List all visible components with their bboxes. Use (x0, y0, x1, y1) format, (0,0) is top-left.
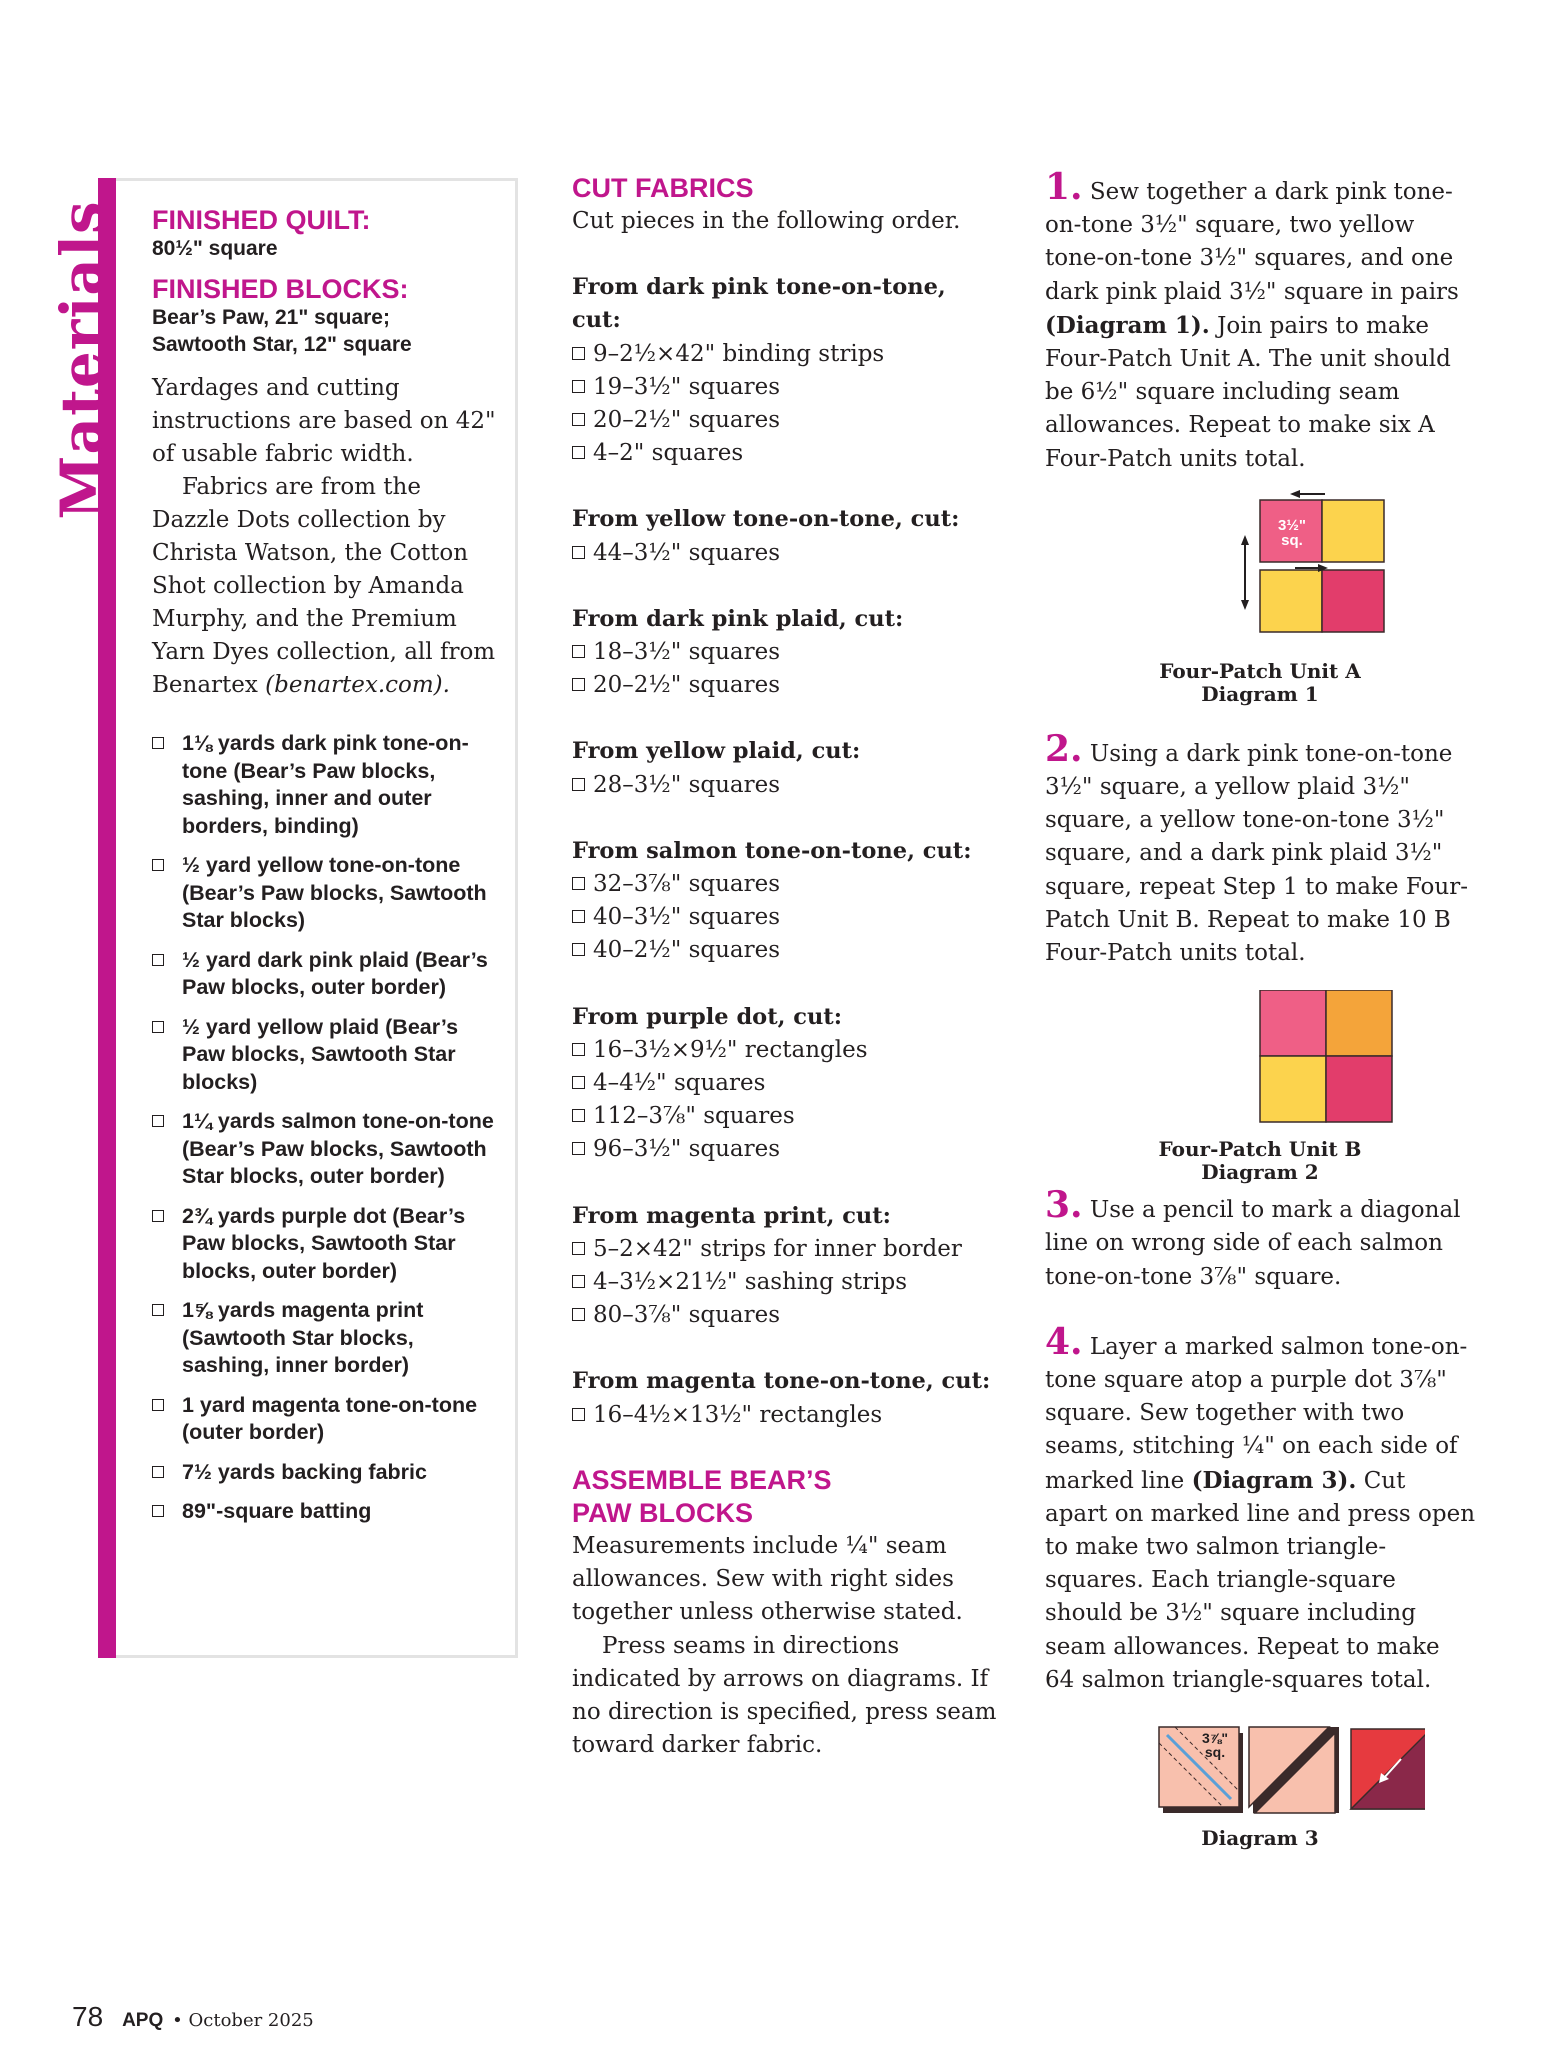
diagram-1-caption: Four-Patch Unit A Diagram 1 (1159, 658, 1361, 706)
fabric-source-note (152, 471, 497, 702)
checkbox-icon (572, 380, 585, 393)
material-item: ½ yard dark pink plaid (Bear’s Paw blocks, outer border) (152, 947, 497, 1002)
step-2: 2. Using a dark pink tone-on-tone 3½" square, a yellow plaid 3½" square, a yellow tone-on-tone 3½" square, and a dark pink plaid 3½" square, repeat Step 1 to make Four-Patch Unit B. Repeat to make 10 B Four-Patch units total. (1045, 727, 1468, 967)
checkbox-icon (572, 1275, 585, 1288)
fabric-source-text: Fabrics are from the Dazzle Dots collection by Christa Watson, the Cotton Shot collection by Amanda Murphy, and the Premium Yarn Dyes collection, all from Benartex (152, 474, 496, 698)
four-patch-a-graphic (1110, 490, 1410, 670)
material-item: ½ yard yellow tone-on-tone (Bear’s Paw blocks, Sawtooth Star blocks) (152, 852, 497, 935)
page-footer (72, 2000, 314, 2033)
material-item: 1⅝ yards magenta print (Sawtooth Star blocks, sashing, inner border) (152, 1297, 497, 1380)
cut-item: 18–3½" squares (572, 636, 1002, 669)
patch-yellow-plaid (1326, 990, 1392, 1056)
materials-list (152, 730, 497, 1526)
cut-group-heading: From magenta tone-on-tone, cut: (572, 1368, 991, 1395)
step-4: 4. Layer a marked salmon tone-on-tone square atop a purple dot 3⅞" square. Sew together with two seams, stitching ¼" on each side of marked line (Diagram 3). Cut apart on marked line and press open to make two salmon triangle-squares. Each triangle-square should be 3½" square including seam allowances. Repeat to make 64 salmon triangle-squares total. (1045, 1320, 1476, 1693)
checkbox-icon (572, 943, 585, 956)
cut-group (572, 735, 1002, 801)
assemble-heading: ASSEMBLE BEAR’S PAW BLOCKS (572, 1464, 832, 1528)
page-number: 78 (72, 2001, 104, 2032)
checkbox-icon (152, 859, 164, 871)
cut-group (572, 603, 1002, 703)
cut-group-heading: From yellow plaid, cut: (572, 738, 861, 765)
cut-group (572, 1365, 1002, 1431)
checkbox-icon (572, 446, 585, 459)
patch-yellow (1322, 500, 1384, 562)
arrow-head-icon (1290, 490, 1300, 498)
checkbox-icon (572, 546, 585, 559)
cut-item: 44–3½" squares (572, 537, 1002, 570)
arrow-head-icon (1241, 535, 1249, 545)
checkbox-icon (572, 1076, 585, 1089)
finished-quilt-label: FINISHED QUILT: (152, 205, 371, 235)
step-3: 3. Use a pencil to mark a diagonal line on wrong side of each salmon tone-on-tone 3⅞" square. (1045, 1184, 1461, 1290)
materials-title: Materials (48, 200, 116, 520)
cut-item: 28–3½" squares (572, 769, 1002, 802)
step-1-number: 1. (1045, 166, 1083, 208)
checkbox-icon (572, 778, 585, 791)
checkbox-icon (152, 737, 164, 749)
diagram-1-size-label: 3½" sq. (1278, 516, 1306, 549)
checkbox-icon (572, 1109, 585, 1122)
diagram-3 (1095, 1719, 1425, 1859)
cut-group-heading: From dark pink tone-on-tone, cut: (572, 274, 946, 334)
four-patch-b-graphic (1110, 990, 1410, 1130)
checkbox-icon (152, 1210, 164, 1222)
finished-quilt-value: 80½" square (152, 237, 278, 260)
cut-group-heading: From salmon tone-on-tone, cut: (572, 837, 972, 864)
patch-yellow (1260, 1056, 1326, 1122)
material-item: 89"-square batting (152, 1498, 497, 1526)
cut-group-heading: From dark pink plaid, cut: (572, 605, 904, 632)
assemble-para-2: Press seams in directions indicated by arrows on diagrams. If no direction is specified, press seam toward darker fabric. (572, 1632, 997, 1759)
checkbox-icon (152, 1399, 164, 1411)
finished-blocks-value-1: Bear’s Paw, 21" square; (152, 306, 390, 329)
cut-item: 4–3½×21½" sashing strips (572, 1266, 1002, 1299)
finished-blocks-value-2: Sawtooth Star, 12" square (152, 333, 412, 356)
checkbox-icon (152, 1021, 164, 1033)
cut-group (572, 503, 1002, 569)
yardage-note: Yardages and cutting instructions are based on 42" of usable fabric width. (152, 375, 496, 467)
cut-item: 32–3⅞" squares (572, 868, 1002, 901)
material-item: 1 yard magenta tone-on-tone (outer border) (152, 1392, 497, 1447)
checkbox-icon (572, 645, 585, 658)
finished-blocks-label: FINISHED BLOCKS: (152, 274, 409, 304)
cut-item: 4–2" squares (572, 437, 1002, 470)
patch-dark-pink-plaid (1322, 570, 1384, 632)
diagram-2 (1110, 990, 1410, 1190)
diagram-1-ref: (Diagram 1). (1045, 311, 1210, 339)
cut-item: 5–2×42" strips for inner border (572, 1233, 1002, 1266)
cut-group (572, 1200, 1002, 1333)
cut-group-heading: From magenta print, cut: (572, 1202, 891, 1229)
patch-dark-pink-plaid (1326, 1056, 1392, 1122)
checkbox-icon (572, 1043, 585, 1056)
material-item: ½ yard yellow plaid (Bear’s Paw blocks, Sawtooth Star blocks) (152, 1014, 497, 1097)
checkbox-icon (572, 1408, 585, 1421)
cut-item: 112–3⅞" squares (572, 1100, 1002, 1133)
material-item: 2¾ yards purple dot (Bear’s Paw blocks, Sawtooth Star blocks, outer border) (152, 1203, 497, 1286)
checkbox-icon (572, 910, 585, 923)
cut-item: 4–4½" squares (572, 1067, 1002, 1100)
cut-intro: Cut pieces in the following order. (572, 208, 961, 234)
material-item: 1¼ yards salmon tone-on-tone (Bear’s Paw blocks, Sawtooth Star blocks, outer border) (152, 1108, 497, 1191)
cut-fabrics-column (572, 172, 1002, 1762)
step-3-number: 3. (1045, 1184, 1083, 1227)
cut-group (572, 835, 1002, 968)
cut-item: 20–2½" squares (572, 404, 1002, 437)
checkbox-icon (152, 954, 164, 966)
checkbox-icon (572, 413, 585, 426)
cut-item: 9–2½×42" binding strips (572, 338, 1002, 371)
checkbox-icon (572, 1308, 585, 1321)
diagram-1 (1110, 490, 1410, 720)
arrow-head-icon (1241, 600, 1249, 610)
triangle-square-graphic (1095, 1719, 1425, 1819)
diagram-3-size-label: 3⅞" sq. (1201, 1730, 1229, 1761)
checkbox-icon (152, 1115, 164, 1127)
checkbox-icon (572, 877, 585, 890)
patch-dark-pink (1260, 990, 1326, 1056)
checkbox-icon (152, 1505, 164, 1517)
cut-item: 40–3½" squares (572, 901, 1002, 934)
diagram-3-ref: (Diagram 3). (1191, 1466, 1357, 1494)
cut-item: 19–3½" squares (572, 371, 1002, 404)
step-4-number: 4. (1045, 1320, 1083, 1363)
publication-name: APQ (122, 2010, 164, 2031)
diagram-3-caption: Diagram 3 (1201, 1826, 1319, 1851)
cut-item: 40–2½" squares (572, 934, 1002, 967)
cut-item: 16–4½×13½" rectangles (572, 1399, 1002, 1432)
assemble-para-1: Measurements include ¼" seam allowances. Sew with right sides together unless otherwise stated. (572, 1532, 963, 1626)
cut-group-heading: From yellow tone-on-tone, cut: (572, 506, 960, 533)
checkbox-icon (572, 678, 585, 691)
cut-group-heading: From purple dot, cut: (572, 1003, 843, 1030)
cut-item: 96–3½" squares (572, 1133, 1002, 1166)
steps-column (1045, 166, 1476, 1859)
cut-group (572, 271, 1002, 470)
patch-yellow (1260, 570, 1322, 632)
material-item: 7½ yards backing fabric (152, 1459, 497, 1487)
material-item: 1⅛ yards dark pink tone-on-tone (Bear’s Paw blocks, sashing, inner and outer borders, binding) (152, 730, 497, 840)
checkbox-icon (152, 1304, 164, 1316)
checkbox-icon (572, 1142, 585, 1155)
cut-item: 20–2½" squares (572, 669, 1002, 702)
cut-fabrics-heading: CUT FABRICS (572, 173, 754, 203)
cut-group (572, 1001, 1002, 1167)
checkbox-icon (152, 1466, 164, 1478)
materials-content (152, 205, 497, 1538)
cut-item: 80–3⅞" squares (572, 1299, 1002, 1332)
issue-date: • October 2025 (172, 2010, 314, 2031)
cut-item: 16–3½×9½" rectangles (572, 1034, 1002, 1067)
fabric-source-link: (benartex.com). (265, 672, 450, 698)
checkbox-icon (572, 347, 585, 360)
diagram-2-caption: Four-Patch Unit B Diagram 2 (1158, 1137, 1362, 1185)
checkbox-icon (572, 1242, 585, 1255)
step-2-number: 2. (1045, 727, 1083, 770)
step-1: 1. Sew together a dark pink tone-on-tone 3½" square, two yellow tone-on-tone 3½" squares, and one dark pink plaid 3½" square in pairs (Diagram 1). Join pairs to make Four-Patch Unit A. The unit should be 6½" square including seam allowances. Repeat to make six A Four-Patch units total. (1045, 166, 1459, 472)
